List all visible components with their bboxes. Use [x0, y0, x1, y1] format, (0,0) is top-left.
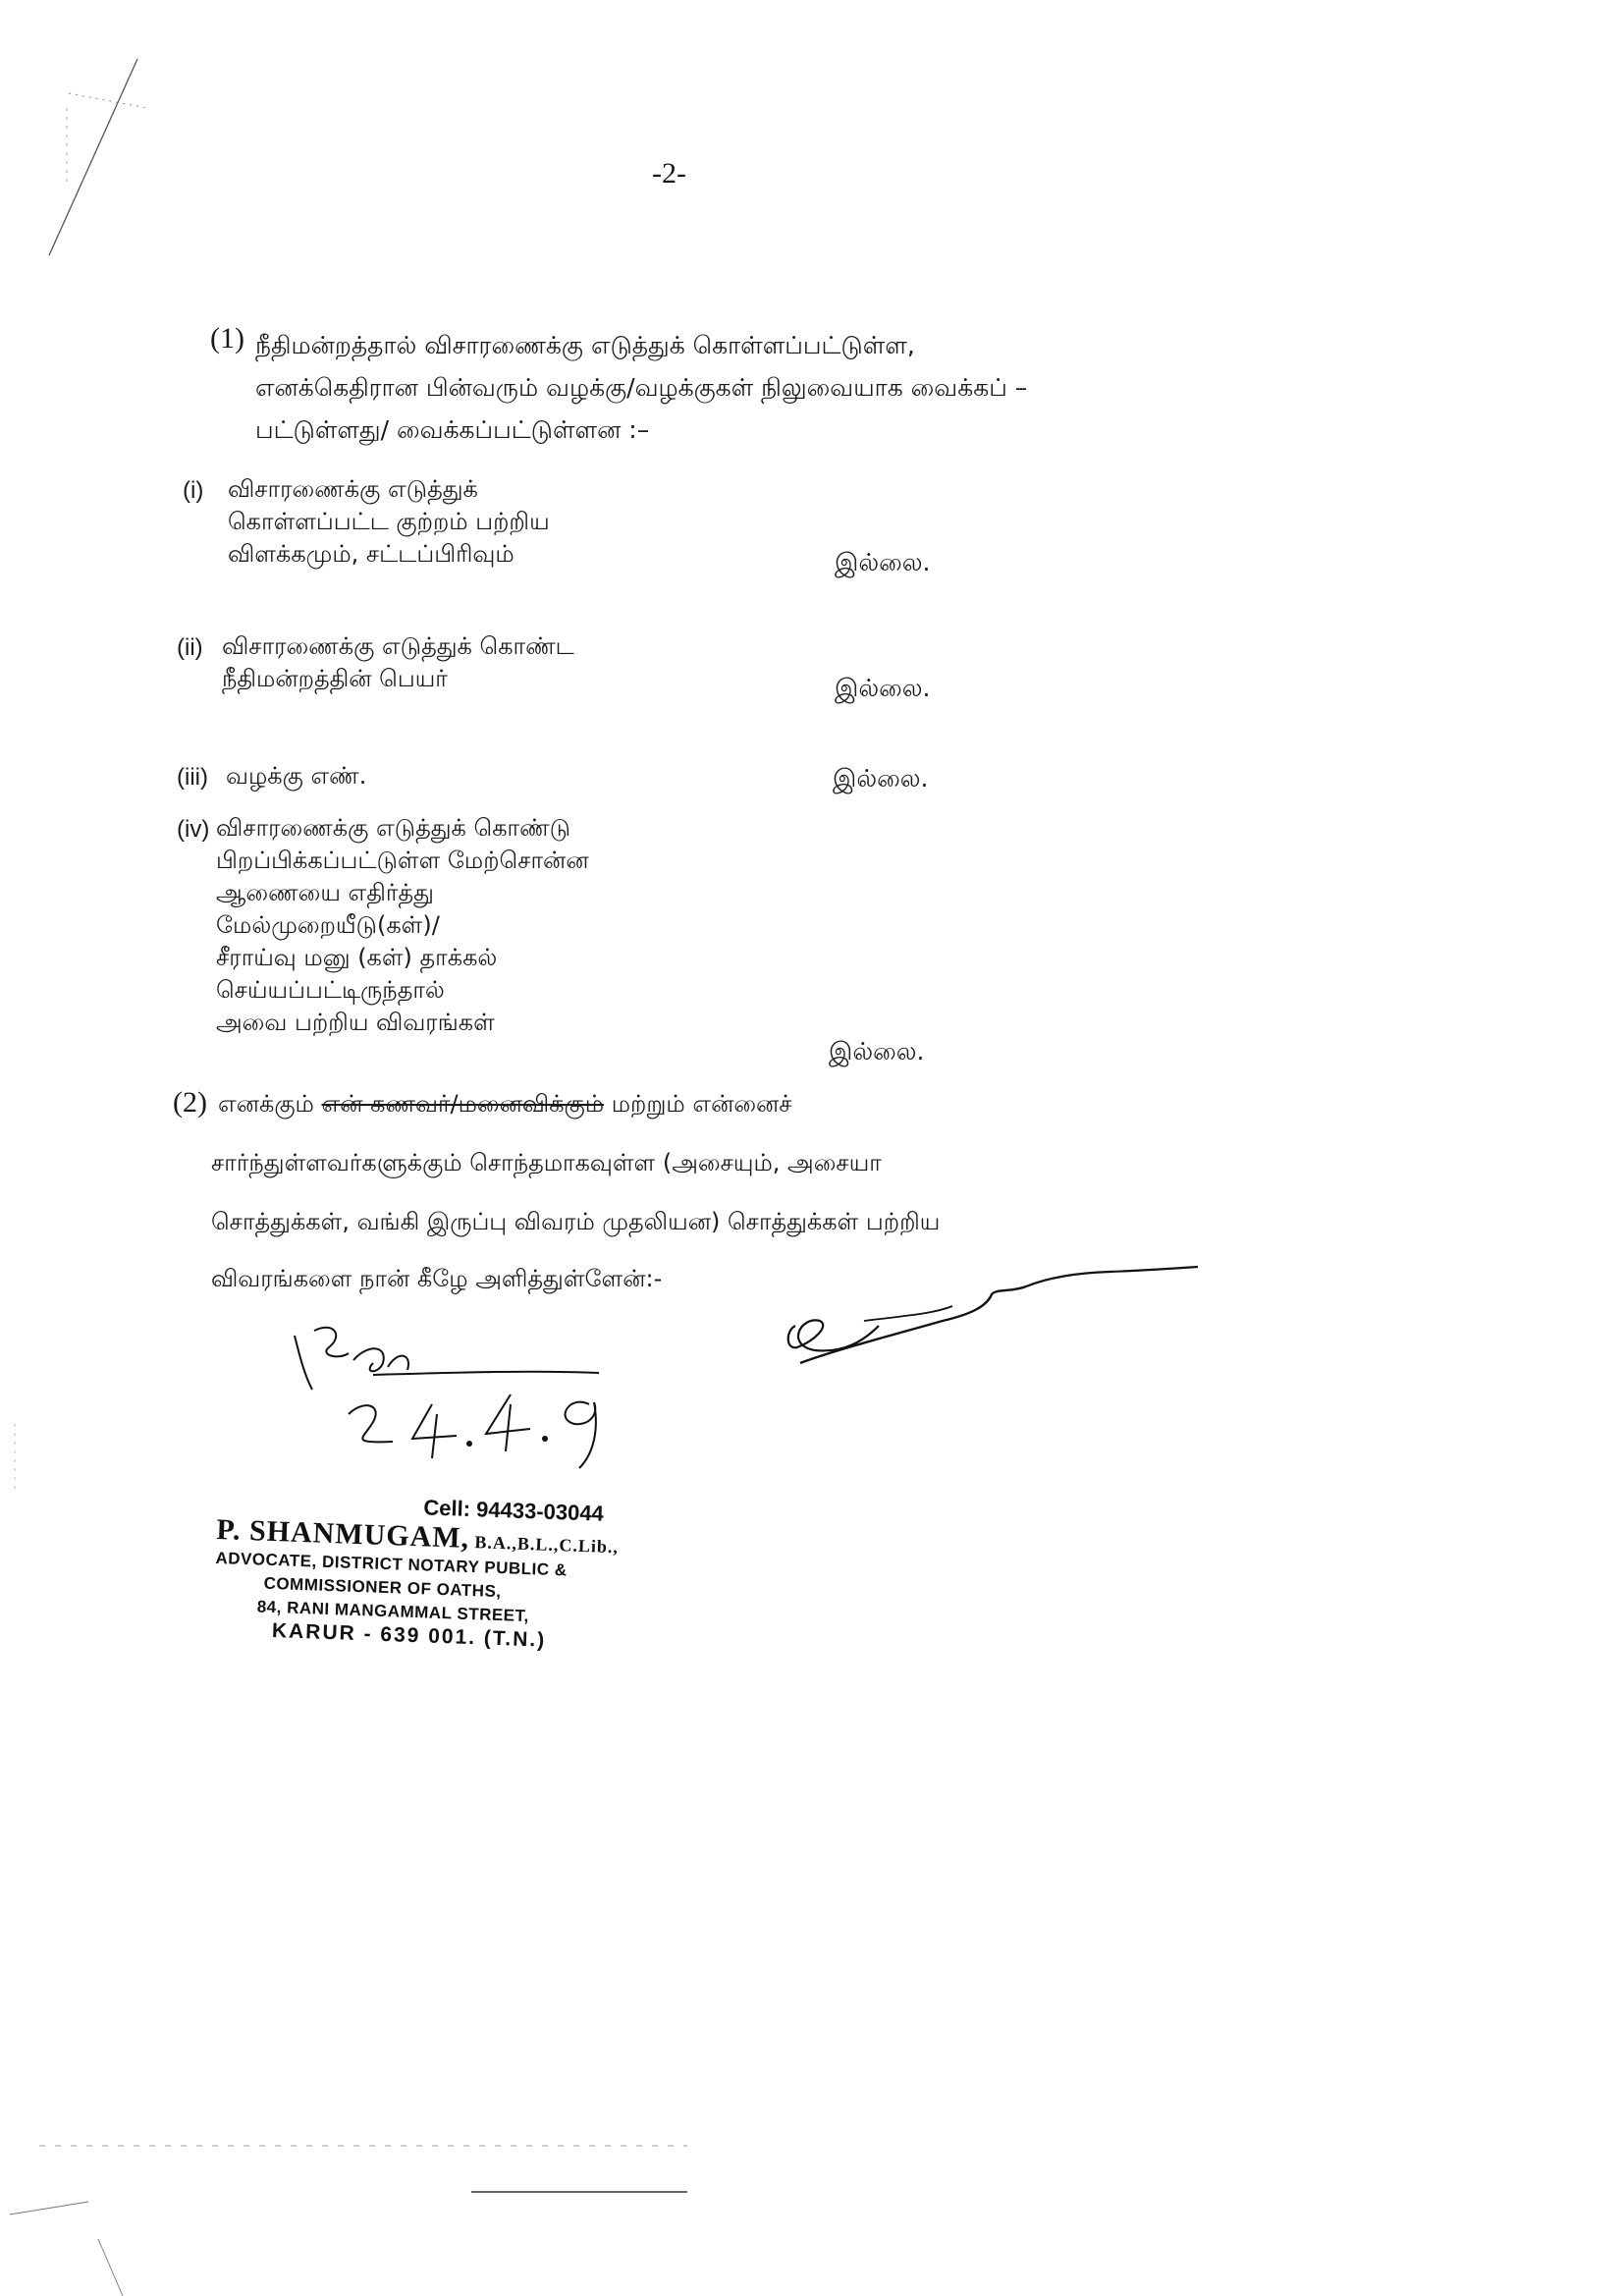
section2-line: விவரங்களை நான் கீழே அளித்துள்ளேன்:-: [211, 1265, 663, 1292]
page-number: -2-: [652, 157, 686, 190]
item-answer-ii: இல்லை.: [835, 674, 931, 702]
section1-number: (1): [210, 322, 244, 355]
stamp-cell-number: Cell: 94433-03044: [422, 1495, 605, 1526]
item-line: ஆணையை எதிர்த்து: [216, 879, 434, 906]
section2-number: (2): [173, 1086, 207, 1119]
stamp-line: 84, RANI MANGAMMAL STREET,: [256, 1597, 530, 1626]
item-label-iii: (iii): [177, 764, 208, 791]
item-line: நீதிமன்றத்தின் பெயர்: [222, 665, 448, 692]
item-line: சீராய்வு மனு (கள்) தாக்கல்: [216, 944, 498, 971]
section2-line: சொத்துக்கள், வங்கி இருப்பு விவரம் முதலியன) சொத்துக்கள் பற்றிய: [211, 1208, 941, 1235]
section1-line: பட்டுள்ளது/ வைக்கப்பட்டுள்ளன :–: [255, 415, 650, 444]
item-label-iv: (iv): [177, 816, 210, 843]
stamp-city: KARUR - 639 001. (T.N.): [271, 1619, 547, 1652]
section2-text: மற்றும் என்னைச்: [604, 1090, 792, 1118]
item-line: மேல்முறையீடு(கள்)/: [216, 911, 440, 939]
item-answer-iii: இல்லை.: [833, 764, 929, 793]
item-line: செய்யப்பட்டிருந்தால்: [216, 976, 445, 1004]
item-answer-iv: இல்லை.: [829, 1037, 925, 1066]
item-line: வழக்கு எண்.: [226, 762, 367, 790]
item-line: அவை பற்றிய விவரங்கள்: [216, 1009, 495, 1036]
item-answer-i: இல்லை.: [835, 548, 931, 576]
item-line: விளக்கமும், சட்டப்பிரிவும்: [228, 540, 514, 568]
notary-stamp: [213, 1488, 650, 1656]
stamp-line: ADVOCATE, DISTRICT NOTARY PUBLIC &: [215, 1548, 568, 1580]
item-label-ii: (ii): [177, 634, 203, 661]
item-label-i: (i): [183, 477, 204, 504]
section2-text: எனக்கும்: [218, 1090, 322, 1118]
item-line: விசாரணைக்கு எடுத்துக் கொண்டு: [216, 814, 571, 842]
struck-text: என் கணவர்/மனைவிக்கும்: [321, 1090, 605, 1118]
stamp-degrees: B.A.,B.L.,C.Lib.,: [468, 1531, 620, 1558]
item-line: கொள்ளப்பட்ட குற்றம் பற்றிய: [228, 508, 550, 535]
item-line: பிறப்பிக்கப்பட்டுள்ள மேற்சொன்ன: [216, 847, 589, 874]
section1-line: நீதிமன்றத்தால் விசாரணைக்கு எடுத்துக் கொள்ளப்பட்டுள்ள,: [255, 331, 915, 359]
section2-line: சார்ந்துள்ளவர்களுக்கும் சொந்தமாகவுள்ள (அசையும், அசையா: [211, 1149, 882, 1176]
item-line: விசாரணைக்கு எடுத்துக் கொண்ட: [222, 632, 574, 660]
stamp-line: COMMISSIONER OF OATHS,: [263, 1573, 502, 1602]
section1-line: எனக்கெதிரான பின்வரும் வழக்கு/வழக்குகள் நிலுவையாக வைக்கப் –: [255, 373, 1028, 402]
stamp-name-text: P. SHANMUGAM,: [215, 1512, 470, 1555]
item-line: விசாரணைக்கு எடுத்துக்: [228, 475, 478, 503]
